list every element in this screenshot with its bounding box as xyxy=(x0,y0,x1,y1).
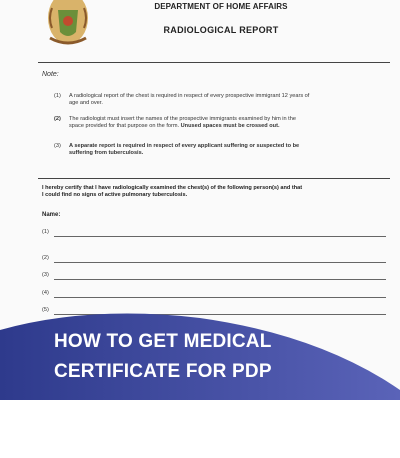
name-label: Name: xyxy=(42,212,61,218)
name-field-number: (1) xyxy=(42,229,49,235)
note-item-text: A separate report is required in respect of every applicant suffering or suspected to be xyxy=(69,143,300,149)
certification-line: I hereby certify that I have radiologically examined the chest(s) of the following person(s) and that xyxy=(42,185,303,191)
name-field-number: (4) xyxy=(42,290,49,296)
note-item-number: (3) xyxy=(54,143,61,149)
note-item-text: A radiological report of the chest is required in respect of every prospective immigrant 12 years of xyxy=(69,93,310,99)
note-item-number: (1) xyxy=(54,93,61,99)
certification-line: I could find no signs of active pulmonary tuberculosis. xyxy=(42,192,188,198)
report-title: RADIOLOGICAL REPORT xyxy=(163,25,279,35)
name-field-number: (2) xyxy=(42,255,49,261)
banner-title-line2: CERTIFICATE FOR PDP xyxy=(54,361,272,382)
banner-title-line1: HOW TO GET MEDICAL xyxy=(54,331,272,352)
note-item-text: age and over. xyxy=(69,100,103,106)
note-item-emphasis: Unused spaces must be crossed out. xyxy=(180,123,280,129)
name-field-number: (3) xyxy=(42,272,49,278)
note-item-number: (2) xyxy=(54,116,61,122)
note-item-text: The radiologist must insert the names of the prospective immigrants examined by him in the xyxy=(69,116,296,122)
note-item-text: suffering from tuberculosis. xyxy=(69,150,144,156)
name-field-number: (5) xyxy=(42,307,49,313)
note-item-text: space provided for that purpose on the form. xyxy=(69,123,180,129)
department-heading: DEPARTMENT OF HOME AFFAIRS xyxy=(154,2,288,11)
note-label: Note: xyxy=(42,71,59,78)
